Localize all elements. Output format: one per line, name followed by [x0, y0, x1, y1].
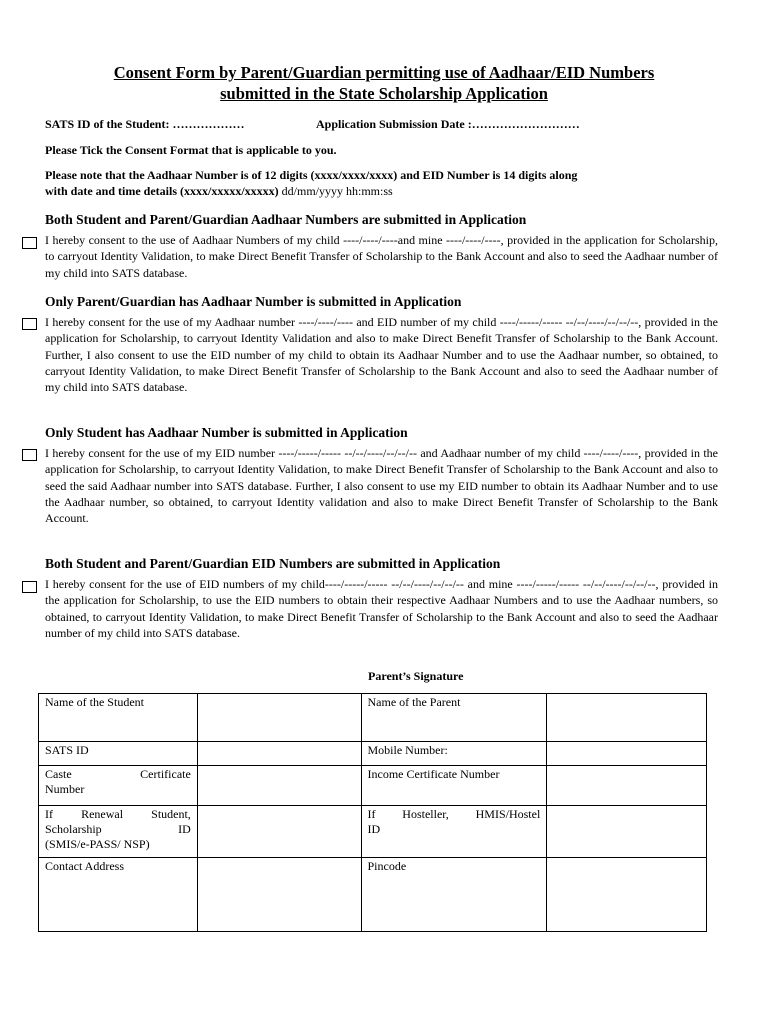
- hosteller-label-part: ID: [367, 822, 381, 836]
- caste-label-part: Number: [45, 782, 85, 796]
- table-row: [39, 742, 707, 766]
- option-4-checkbox[interactable]: [22, 581, 37, 593]
- contact-address-input[interactable]: [197, 858, 361, 932]
- mobile-number-label: Mobile Number:: [361, 742, 547, 766]
- parent-signature-label: Parent’s Signature: [368, 669, 464, 683]
- renewal-label-part: (SMIS/e-PASS/ NSP): [45, 837, 150, 851]
- aadhaar-note-line-1: Please note that the Aadhaar Number is of 12 digits (xxxx/xxxx/xxxx) and EID Number is 14 digits along: [45, 168, 578, 182]
- table-row: [39, 858, 707, 932]
- form-title: [30, 62, 738, 104]
- option-2-text: I hereby consent for the use of my Aadhaar number ----/----/---- and EID number of my child ----/-----/----- --/--/----/--/--/--, provided in the application for Scholarship, to carryout Identity Validation and also to make Direct Benefit Transfer of Scholarship to the Bank Account. Further, I also consent to use the EID number of my child to obtain its Aadhaar Number and to use the Aadhaar number, so obtained, to carryout Identity Validation, to make Direct Benefit Transfer of Scholarship to the Bank Account and also to seed the Aadhaar number of my child into SATS database.: [45, 315, 718, 395]
- income-certificate-label: Income Certificate Number: [361, 766, 547, 806]
- renewal-scholarship-label: [39, 806, 198, 858]
- table-row: [39, 766, 707, 806]
- renewal-scholarship-input[interactable]: [197, 806, 361, 858]
- sats-id-label: SATS ID: [39, 742, 198, 766]
- form-title-line-1: Consent Form by Parent/Guardian permitting use of Aadhaar/EID Numbers: [113, 63, 655, 82]
- form-title-line-2: submitted in the State Scholarship Application: [220, 84, 548, 103]
- caste-label-part: Certificate: [140, 767, 191, 781]
- caste-label-part: Caste: [45, 767, 72, 781]
- option-3-text: I hereby consent for the use of my EID number ----/-----/----- --/--/----/--/--/-- and Aadhaar number of my child ----/----/----, provided in the application for Scholarship, to carryout Identity Validation, to make Direct Benefit Transfer of Scholarship to the Bank Account and also to seed the said Aadhaar number into SATS database. Further, I also consent to use my EID number to obtain its Aadhaar Number and to use the Aadhaar number, so obtained, to carryout Identity validation and also to make Direct Benefit Transfer of Scholarship to the Bank Account.: [45, 446, 718, 526]
- renewal-label-part: Renewal: [81, 807, 124, 821]
- student-name-label: Name of the Student: [39, 694, 198, 742]
- table-row: [39, 694, 707, 742]
- hosteller-id-input[interactable]: [547, 806, 707, 858]
- option-2-checkbox[interactable]: [22, 318, 37, 330]
- sats-id-input[interactable]: [197, 742, 361, 766]
- student-name-input[interactable]: [197, 694, 361, 742]
- renewal-label-part: ID: [178, 822, 191, 836]
- aadhaar-note-line-2-format: dd/mm/yyyy hh:mm:ss: [278, 184, 393, 198]
- hosteller-id-label: [361, 806, 547, 858]
- renewal-label-part: Student,: [151, 807, 191, 821]
- option-4-text: I hereby consent for the use of EID numbers of my child----/-----/----- --/--/----/--/--/-- and mine ----/-----/----- --/--/----/--/--/--, provided in the application for Scholarship, to use the EID numbers to obtain their respective Aadhaar Numbers and to use the Aadhaar numbers, so obtained, to carryout Identity Validation, to make Direct Benefit Transfer of Scholarship to the Bank Account and also to seed the Aadhaar number of my child into SATS database.: [45, 577, 718, 640]
- option-1-text: I hereby consent to the use of Aadhaar Numbers of my child ----/----/----and mine ----/----/----, provided in the application for Scholarship, to carryout Identity Validation, to make Direct Benefit Transfer of Scholarship to the Bank Account and also to seed the Aadhaar number of my child into SATS database.: [45, 233, 718, 280]
- tick-instruction: Please Tick the Consent Format that is applicable to you.: [45, 143, 337, 157]
- student-details-table: [38, 693, 707, 932]
- caste-certificate-label: [39, 766, 198, 806]
- renewal-label-part: If: [45, 807, 53, 821]
- pincode-label: Pincode: [361, 858, 547, 932]
- caste-certificate-input[interactable]: [197, 766, 361, 806]
- option-2-heading: Only Parent/Guardian has Aadhaar Number is submitted in Application: [45, 294, 462, 309]
- option-3-checkbox[interactable]: [22, 449, 37, 461]
- parent-name-input[interactable]: [547, 694, 707, 742]
- hosteller-label-part: HMIS/Hostel: [475, 807, 541, 821]
- pincode-input[interactable]: [547, 858, 707, 932]
- table-row: [39, 806, 707, 858]
- hosteller-label-part: Hosteller,: [402, 807, 449, 821]
- parent-name-label: Name of the Parent: [361, 694, 547, 742]
- renewal-label-part: Scholarship: [45, 822, 102, 836]
- option-4-heading: Both Student and Parent/Guardian EID Numbers are submitted in Application: [45, 556, 501, 571]
- submission-date-field[interactable]: Application Submission Date :………………………: [316, 117, 580, 131]
- sats-id-field[interactable]: SATS ID of the Student: ………………: [45, 117, 245, 131]
- aadhaar-note: [45, 167, 577, 199]
- mobile-number-input[interactable]: [547, 742, 707, 766]
- hosteller-label-part: If: [367, 807, 376, 821]
- option-1-heading: Both Student and Parent/Guardian Aadhaar Numbers are submitted in Application: [45, 212, 527, 227]
- aadhaar-note-line-2: with date and time details (xxxx/xxxxx/xxxxx): [45, 184, 279, 198]
- option-1-checkbox[interactable]: [22, 237, 37, 249]
- contact-address-label: Contact Address: [39, 858, 198, 932]
- option-3-heading: Only Student has Aadhaar Number is submitted in Application: [45, 425, 408, 440]
- income-certificate-input[interactable]: [547, 766, 707, 806]
